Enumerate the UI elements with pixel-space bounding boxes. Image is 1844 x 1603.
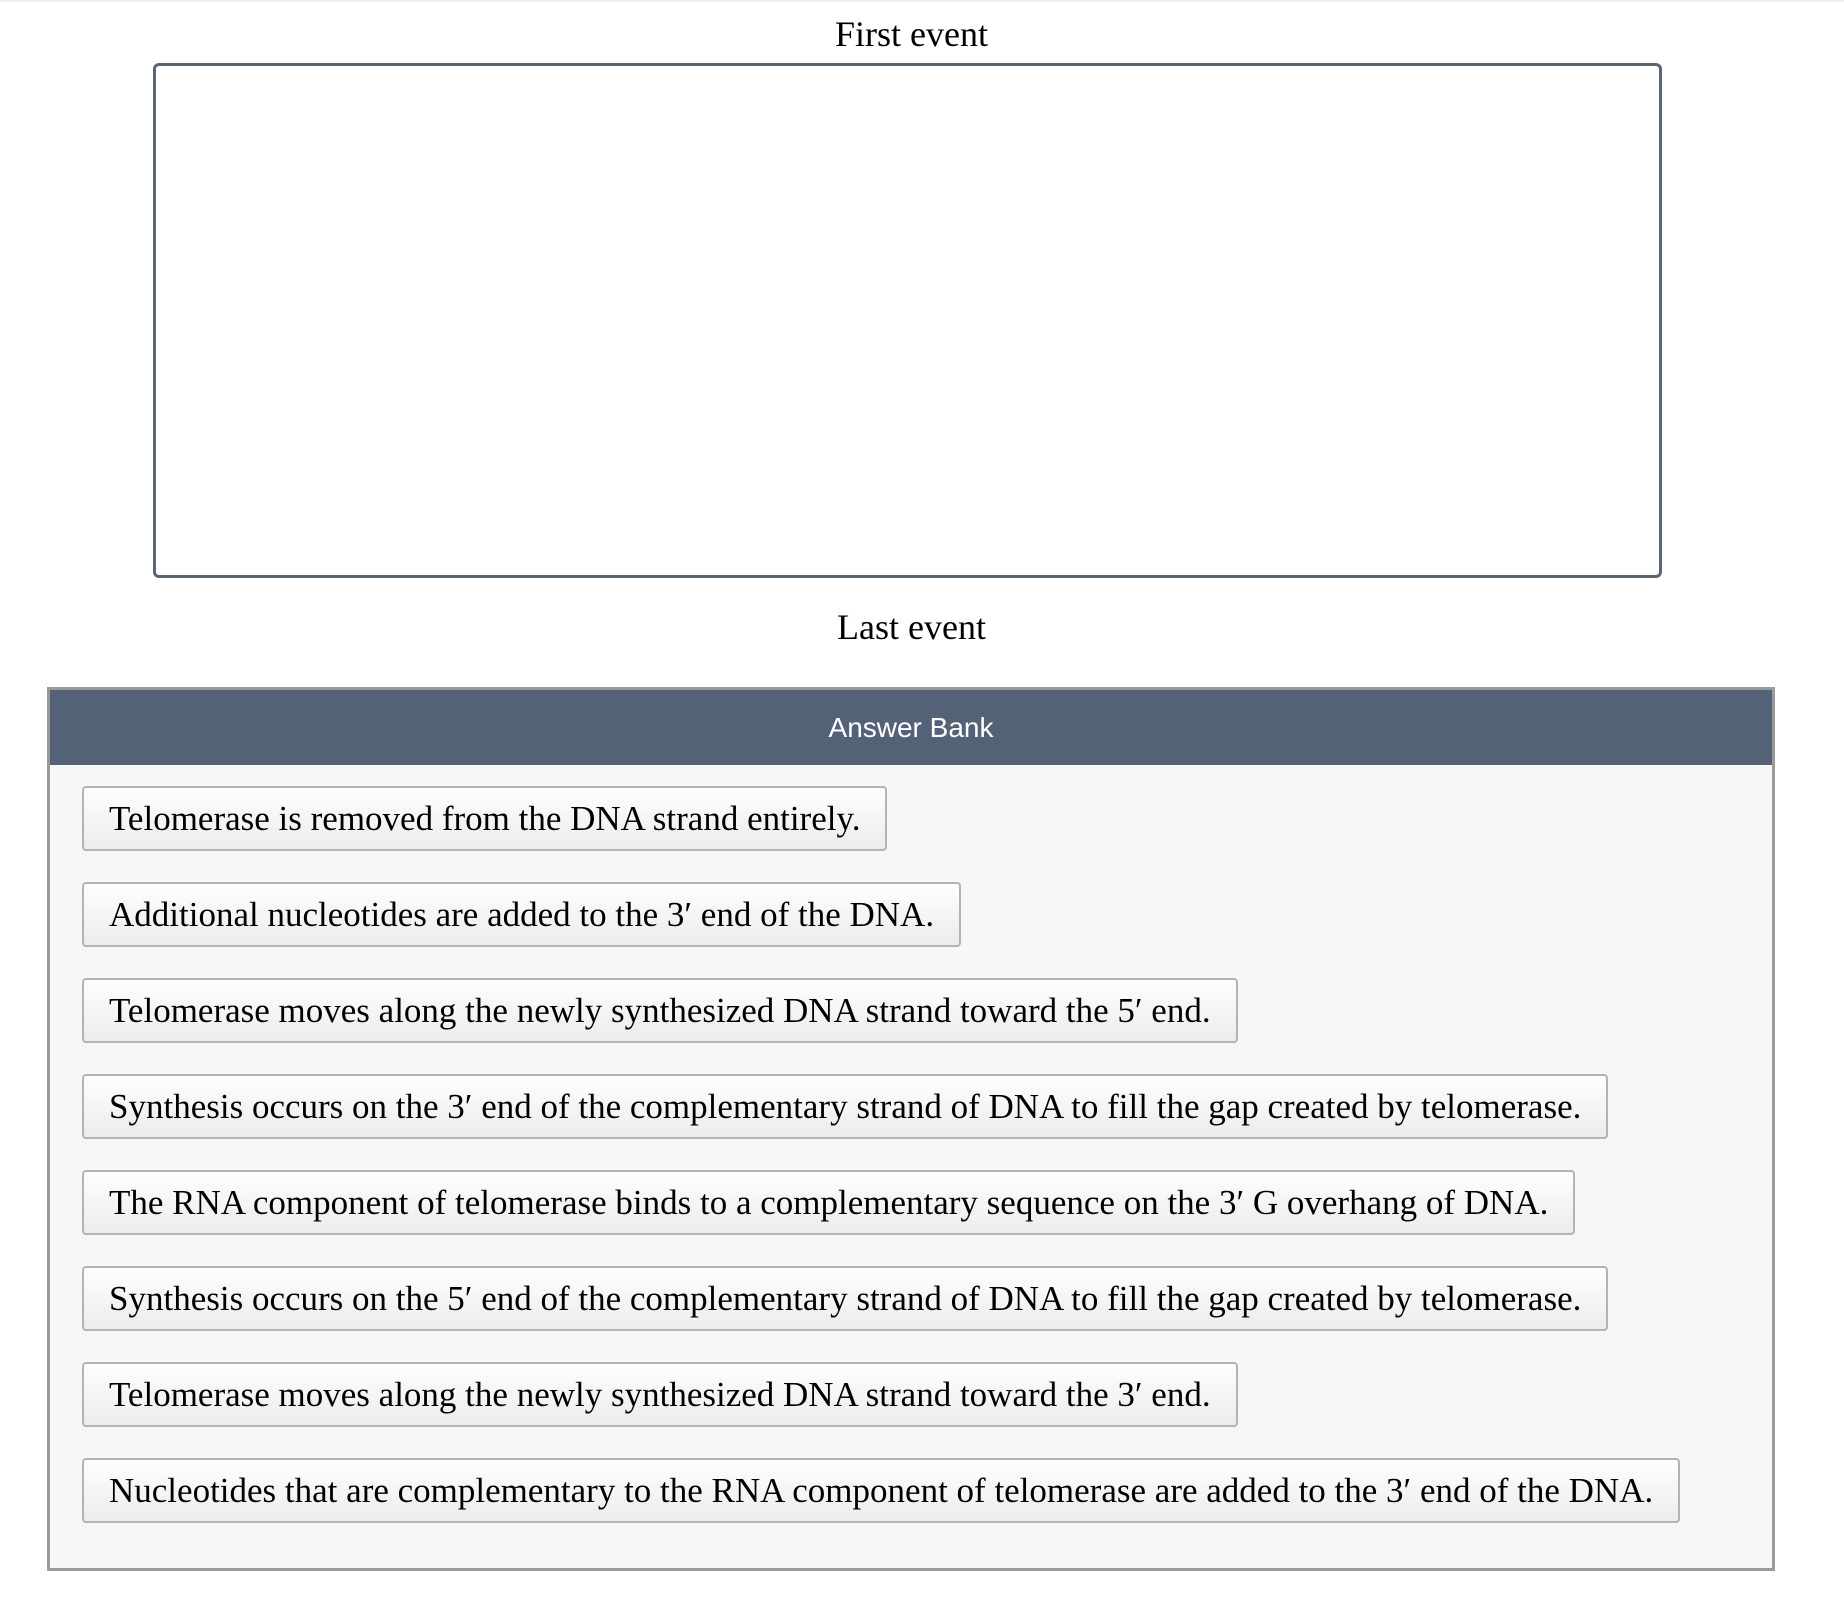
answer-bank: [47, 687, 1775, 1571]
answer-item[interactable]: Telomerase is removed from the DNA strand entirely.: [82, 786, 887, 851]
last-event-label: Last event: [837, 607, 986, 647]
answer-bank-title: Answer Bank: [50, 690, 1772, 765]
answer-item[interactable]: Additional nucleotides are added to the 3′ end of the DNA.: [82, 882, 961, 947]
ordering-drop-zone[interactable]: [153, 63, 1662, 578]
answer-list: [82, 786, 1680, 1554]
answer-item[interactable]: Telomerase moves along the newly synthesized DNA strand toward the 5′ end.: [82, 978, 1238, 1043]
first-event-label: First event: [835, 14, 988, 54]
top-divider: [0, 0, 1844, 2]
answer-item[interactable]: Nucleotides that are complementary to the RNA component of telomerase are added to the 3′ end of the DNA.: [82, 1458, 1680, 1523]
answer-item[interactable]: Telomerase moves along the newly synthesized DNA strand toward the 3′ end.: [82, 1362, 1238, 1427]
answer-item[interactable]: Synthesis occurs on the 3′ end of the complementary strand of DNA to fill the gap created by telomerase.: [82, 1074, 1608, 1139]
answer-item[interactable]: Synthesis occurs on the 5′ end of the complementary strand of DNA to fill the gap created by telomerase.: [82, 1266, 1608, 1331]
answer-item[interactable]: The RNA component of telomerase binds to a complementary sequence on the 3′ G overhang of DNA.: [82, 1170, 1575, 1235]
